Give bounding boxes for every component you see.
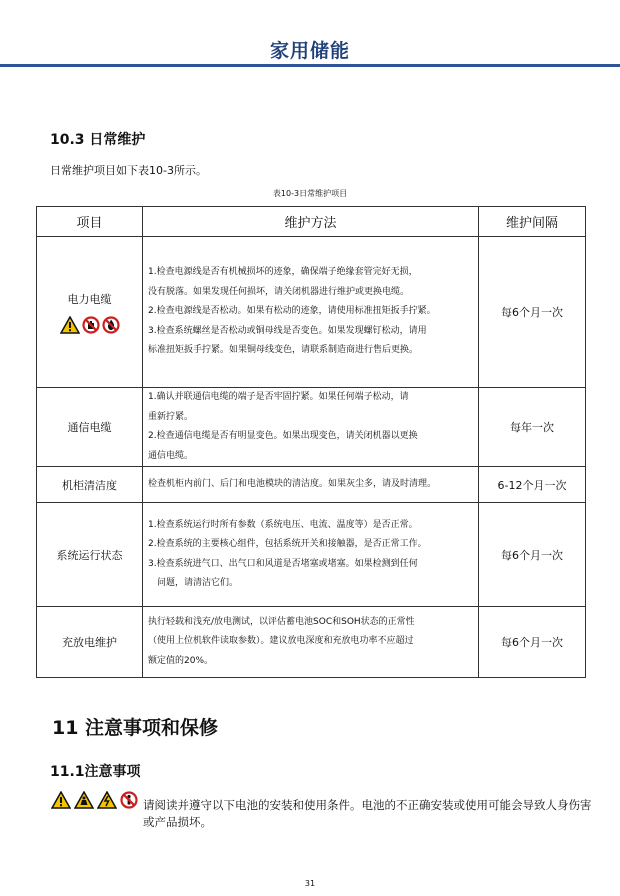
row-interval-cell: 每6个月一次: [479, 503, 586, 607]
method-line: 检查机柜内前门、后门和电池模块的清洁度。如果灰尘多，请及时清理。: [148, 478, 437, 489]
table-row: [37, 467, 586, 503]
hazardous-substance-icon: [74, 791, 94, 809]
row-item-cell: 系统运行状态: [37, 503, 143, 607]
method-line: 3.检查系统螺丝是否松动或铜母线是否变色。如果发现螺钉松动，请用: [148, 325, 427, 336]
no-touch-icon: [82, 316, 100, 334]
method-line: 通信电缆。: [148, 450, 194, 461]
method-line: 1.检查系统运行时所有参数（系统电压、电流、温度等）是否正常。: [148, 519, 418, 530]
header-method: 维护方法: [143, 207, 479, 237]
method-line: 2.检查系统的主要核心组件，包括系统开关和接触器，是否正常工作。: [148, 539, 427, 549]
table-row: [37, 388, 586, 467]
page-number: 31: [304, 879, 316, 888]
method-line: 标准扭矩扳手拧紧。如果铜母线变色，请联系制造商进行售后更换。: [148, 345, 419, 356]
method-line: 3.检查系统进气口、出气口和风道是否堵塞或堵塞。如果检测到任何: [148, 558, 418, 569]
table-row: [37, 503, 586, 607]
row-method-cell: [143, 607, 479, 678]
header-divider: [0, 64, 620, 67]
method-line: 执行轻载和浅充/放电测试，以评估蓄电池SOC和SOH状态的正常性: [148, 616, 415, 627]
table-row: [37, 237, 586, 388]
section-10-3-intro: 日常维护项目如下表10-3所示。: [50, 164, 207, 177]
document-header-title: 家用储能: [269, 40, 350, 62]
section-10-3-heading: 10.3 日常维护: [50, 132, 146, 148]
row-item-cell: 充放电维护: [37, 607, 143, 678]
method-line: （使用上位机软件读取参数）。建议放电深度和充放电功率不应超过: [148, 636, 414, 647]
table-header-row: [37, 207, 586, 237]
maintenance-table: [36, 206, 586, 678]
table-row: [37, 607, 586, 678]
row-item-cell: 机柜清洁度: [37, 467, 143, 503]
row-method-cell: [143, 388, 479, 467]
no-unauthorized-access-icon: [120, 791, 138, 809]
method-line: 没有脱落。如果发现任何损坏，请关闭机器进行维护或更换电缆。: [148, 286, 410, 297]
row-method-cell: [143, 467, 479, 503]
precaution-text: 请阅读并遵守以下电池的安装和使用条件。电池的不正确安装或使用可能会导致人身伤害或产品损坏。: [143, 798, 592, 829]
header-interval: 维护间隔: [479, 207, 586, 237]
no-fire-icon: [102, 316, 120, 334]
method-line: 重新拧紧。: [148, 411, 194, 422]
warning-triangle-icon: [51, 791, 71, 809]
precaution-icons: [51, 791, 138, 809]
method-line: 额定值的20%。: [148, 655, 214, 666]
row-item-label: 电力电缆: [67, 292, 112, 306]
row-interval-cell: 每年一次: [479, 388, 586, 467]
row-item-cell: 通信电缆: [37, 388, 143, 467]
row-interval-cell: 每6个月一次: [479, 607, 586, 678]
method-line: 1.检查电源线是否有机械损坏的迹象，确保端子绝缘套管完好无损，: [148, 267, 418, 278]
section-11-1-heading: 11.1注意事项: [50, 764, 141, 780]
method-line: 问题，请清洁它们。: [157, 578, 239, 588]
method-line: 2.检查电源线是否松动。如果有松动的迹象，请使用标准扭矩扳手拧紧。: [148, 306, 436, 317]
table-caption: 表10-3日常维护项目: [272, 189, 348, 198]
row-interval-cell: 每6个月一次: [479, 237, 586, 388]
method-line: 2.检查通信电缆是否有明显变色。如果出现变色，请关闭机器以更换: [148, 431, 418, 441]
row-method-cell: [143, 503, 479, 607]
header-item: 项目: [37, 207, 143, 237]
method-line: 1.确认并联通信电缆的端子是否牢固拧紧。如果任何端子松动，请: [148, 392, 409, 402]
warning-triangle-icon: [60, 316, 80, 334]
electric-shock-icon: [97, 791, 117, 809]
row-method-cell: [143, 237, 479, 388]
row-interval-cell: 6-12个月一次: [479, 467, 586, 503]
row-warning-icons: [37, 316, 142, 334]
row-item-cell: [37, 237, 143, 388]
section-11-heading: 11 注意事项和保修: [52, 717, 219, 739]
